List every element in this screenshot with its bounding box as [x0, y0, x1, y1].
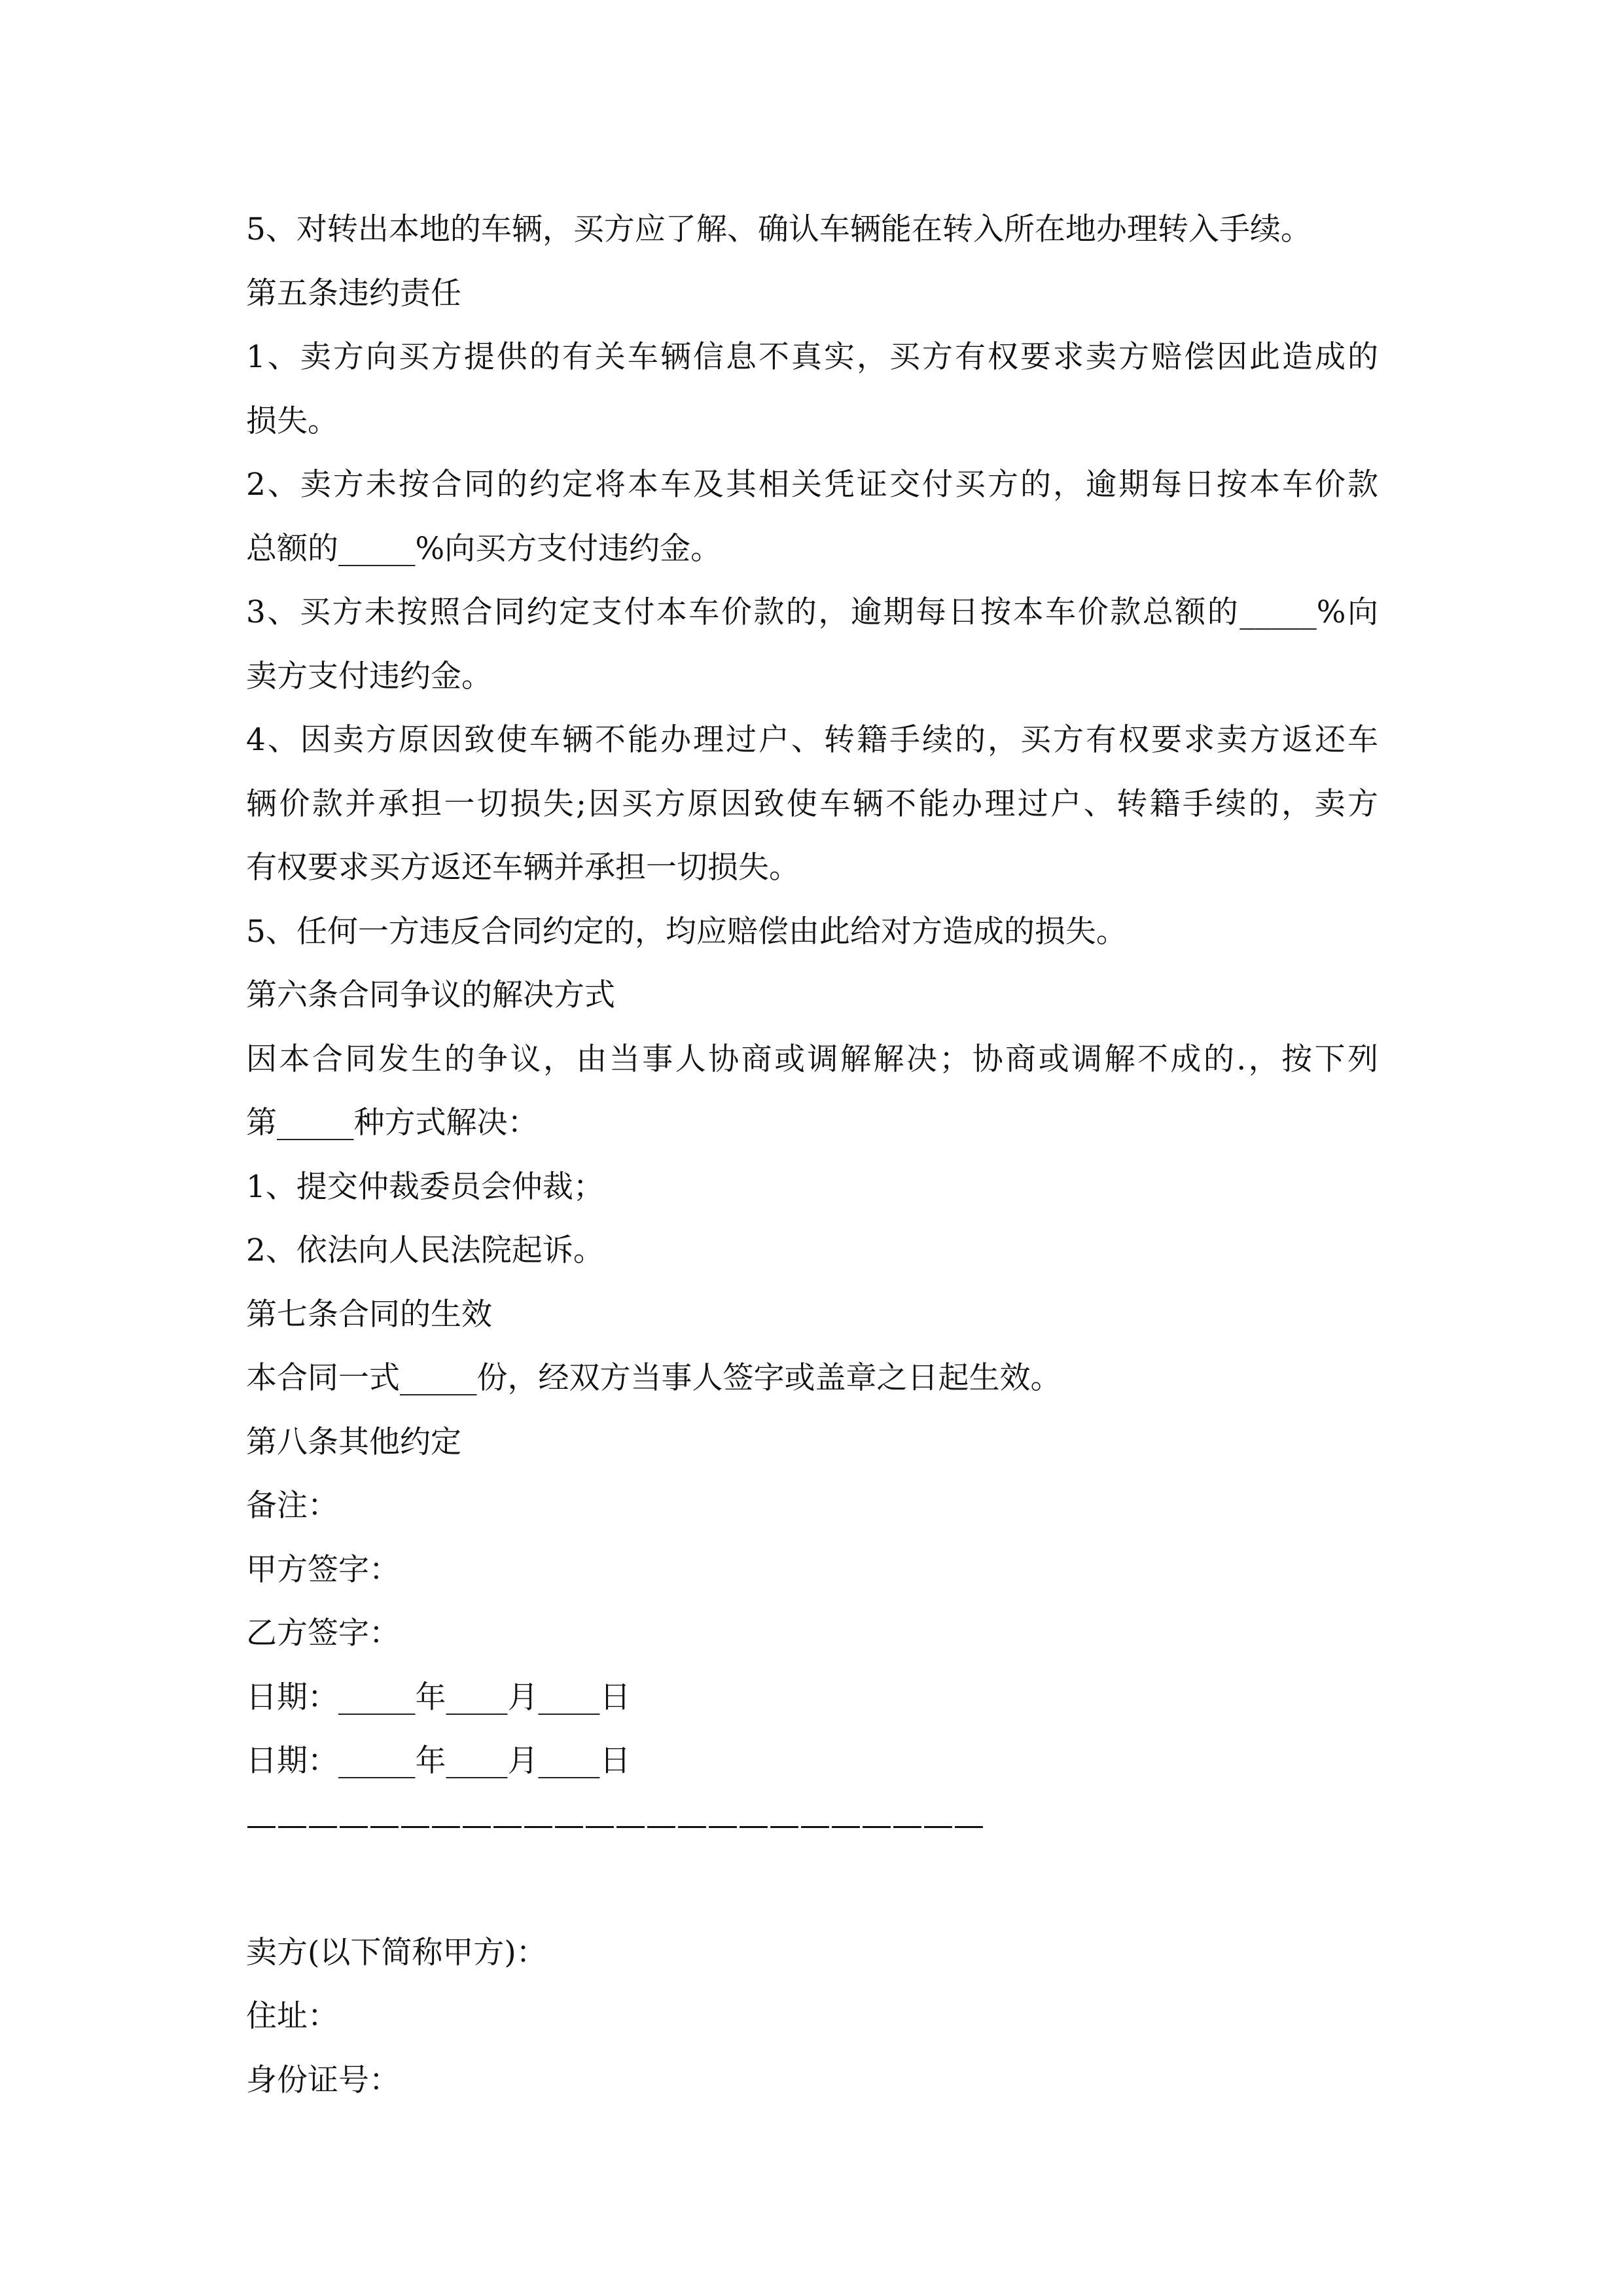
seller-label: 卖方(以下简称甲方)： — [246, 1934, 547, 1971]
article-6-heading: 第六条合同争议的解决方式 — [246, 977, 615, 1013]
remarks-label: 备注： — [246, 1488, 338, 1524]
date-line-1: 日期：_____年____月____日 — [246, 1679, 631, 1715]
article-5-item-3-line-2: 卖方支付违约金。 — [246, 658, 492, 694]
date-line-2: 日期：_____年____月____日 — [246, 1743, 631, 1779]
article-6-body-line-2: 第_____种方式解决： — [246, 1105, 539, 1141]
id-number-label: 身份证号： — [246, 2062, 400, 2098]
document-body — [246, 198, 1378, 2112]
article-5-item-4-line-3: 有权要求买方返还车辆并承担一切损失。 — [246, 850, 800, 886]
article-6-option-2: 2、依法向人民法院起诉。 — [246, 1232, 604, 1268]
article-5-heading: 第五条违约责任 — [246, 275, 461, 312]
article-5-item-2-line-2: 总额的_____%向买方支付违约金。 — [246, 530, 722, 567]
party-a-signature-label: 甲方签字： — [246, 1551, 400, 1588]
article-5-item-1-line-2: 损失。 — [246, 403, 338, 439]
party-b-signature-label: 乙方签字： — [246, 1615, 400, 1651]
article-7-body: 本合同一式_____份，经双方当事人签字或盖章之日起生效。 — [246, 1360, 1061, 1396]
article-8-heading: 第八条其他约定 — [246, 1424, 461, 1460]
article-5-item-1-line-1: 1、卖方向买方提供的有关车辆信息不真实，买方有权要求卖方赔偿因此造成的 — [246, 339, 1378, 375]
article-5-item-4-line-1: 4、因卖方原因致使车辆不能办理过户、转籍手续的，买方有权要求卖方返还车 — [246, 722, 1378, 758]
article-5-item-4-line-2: 辆价款并承担一切损失;因买方原因致使车辆不能办理过户、转籍手续的，卖方 — [246, 785, 1378, 822]
article-5-item-3-line-1: 3、买方未按照合同约定支付本车价款的，逾期每日按本车价款总额的_____%向 — [246, 594, 1378, 630]
address-label: 住址： — [246, 1998, 338, 2034]
separator-line: ———————————————————————— — [246, 1806, 984, 1843]
article-6-body-line-1: 因本合同发生的争议，由当事人协商或调解解决；协商或调解不成的.，按下列 — [246, 1041, 1378, 1077]
article-6-option-1: 1、提交仲裁委员会仲裁； — [246, 1168, 604, 1205]
article-7-heading: 第七条合同的生效 — [246, 1296, 492, 1333]
article-5-item-5: 5、任何一方违反合同约定的，均应赔偿由此给对方造成的损失。 — [246, 913, 1127, 950]
clause-4-item-5: 5、对转出本地的车辆，买方应了解、确认车辆能在转入所在地办理转入手续。 — [246, 211, 1311, 247]
article-5-item-2-line-1: 2、卖方未按合同的约定将本车及其相关凭证交付买方的，逾期每日按本车价款 — [246, 467, 1378, 503]
blank-gap — [246, 1857, 1378, 1921]
